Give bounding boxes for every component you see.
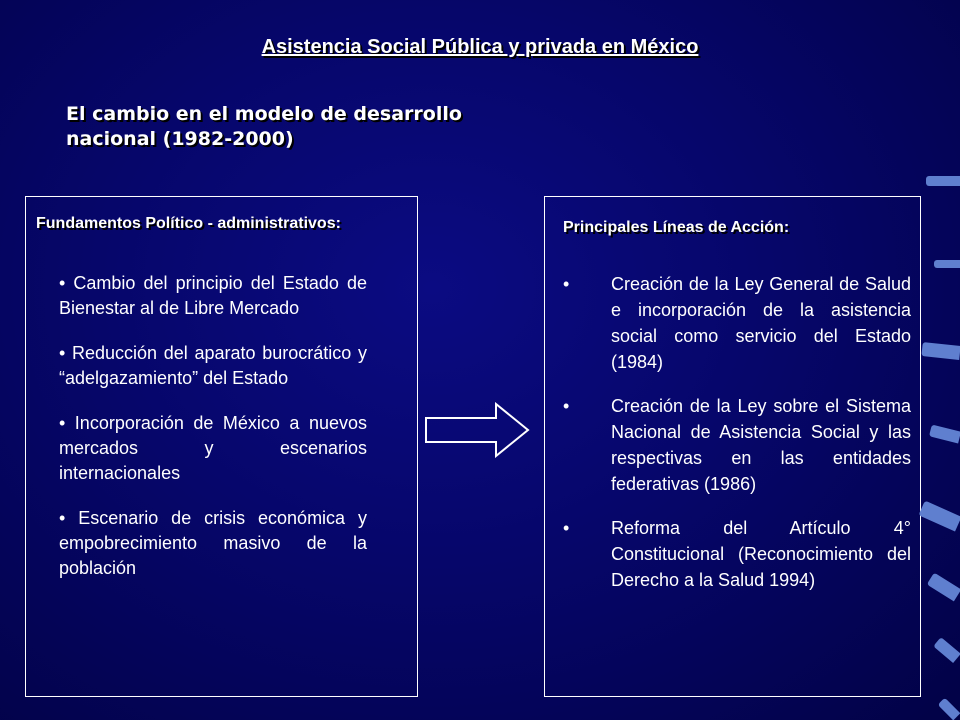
right-arrow-icon — [424, 402, 532, 458]
decorative-stripe — [921, 342, 960, 360]
right-bullet-item — [563, 393, 911, 497]
right-bullet-text: Creación de la Ley sobre el Sistema Nacional de Asistencia Social y las respectivas en las entidades federativas (1986) — [611, 396, 911, 494]
left-bullet-item: • Cambio del principio del Estado de Bienestar al de Libre Mercado — [59, 273, 367, 318]
slide-subtitle: El cambio en el modelo de desarrollo nacional (1982-2000) — [66, 103, 462, 150]
decorative-stripe — [933, 637, 960, 663]
left-panel — [25, 196, 418, 697]
decorative-stripe — [934, 260, 960, 268]
left-bullet-item: • Incorporación de México a nuevos mercados y escenarios internacionales — [59, 413, 367, 483]
bullet-marker: • — [563, 518, 570, 538]
right-panel-heading: Principales Líneas de Acción: — [563, 219, 790, 236]
left-bullet-list — [59, 271, 367, 601]
left-bullet-item: • Escenario de crisis económica y empobrecimiento masivo de la población — [59, 508, 367, 578]
decorative-stripe — [927, 573, 960, 602]
left-bullet-item: • Reducción del aparato burocrático y “adelgazamiento” del Estado — [59, 343, 367, 388]
decorative-stripe — [938, 698, 960, 720]
decorative-stripe — [926, 176, 960, 186]
decorative-stripe — [929, 425, 960, 444]
right-bullet-list — [563, 271, 911, 611]
right-bullet-item — [563, 271, 911, 375]
bullet-marker: • — [563, 274, 570, 294]
left-panel-heading: Fundamentos Político - administrativos: — [36, 215, 341, 232]
right-bullet-item — [563, 515, 911, 593]
slide-title: Asistencia Social Pública y privada en México — [261, 36, 699, 58]
right-bullet-text: Reforma del Artículo 4° Constitucional (Reconocimiento del Derecho a la Salud 1994) — [611, 518, 911, 590]
right-panel — [544, 196, 921, 697]
right-bullet-text: Creación de la Ley General de Salud e incorporación de la asistencia social como servicio del Estado (1984) — [611, 274, 911, 372]
decorative-stripe — [918, 501, 960, 532]
bullet-marker: • — [563, 396, 570, 416]
